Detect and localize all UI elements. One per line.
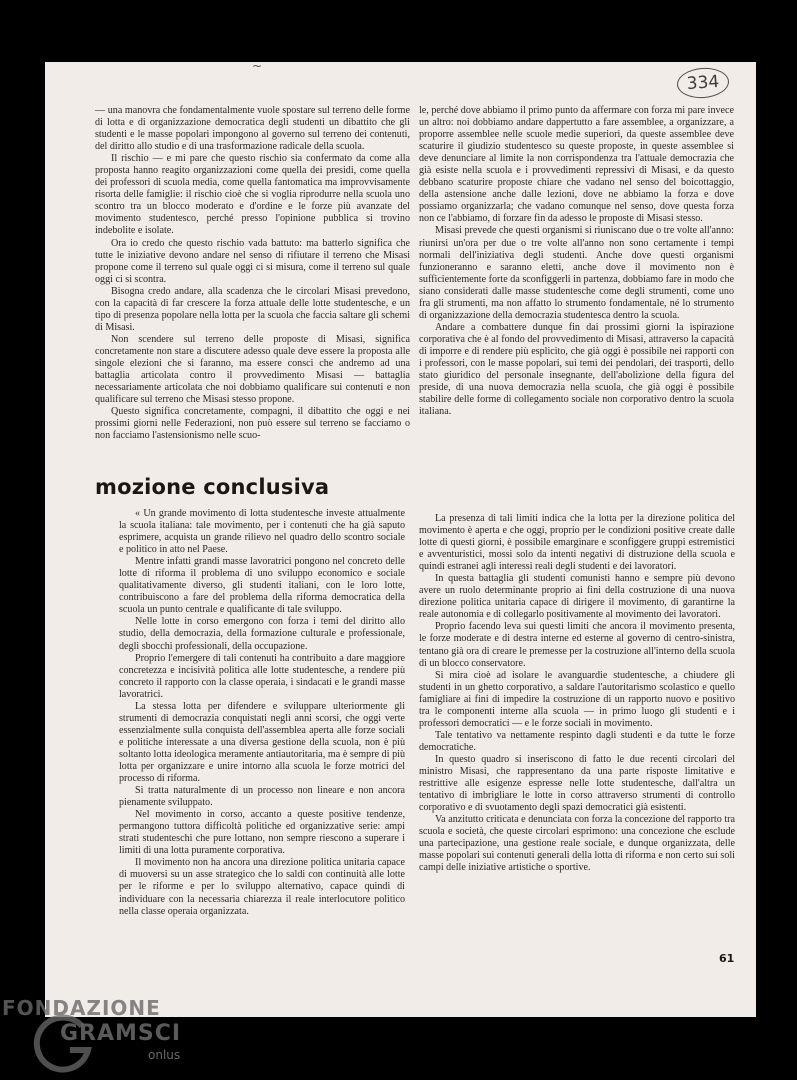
paragraph: La stessa lotta per difendere e sviluppare ulteriormente gli strumenti di democrazia conquistati negli anni scorsi, che oggi verte essenzialmente sulla conquista dell'assemblea aperta alle forze sociali e politiche interessate a una diversa gestione della scuola, non è più soltanto lotta ideologica meramente antiautoritaria, ma è sempre di più lotta per organizzare e unire intorno alla scuola le forze motrici del processo di riforma. [119,700,405,785]
paragraph: Proprio facendo leva sui questi limiti che ancora il movimento presenta, le forze moderate e di destra interne ed esterne al governo di centro-sinistra, tentano già ora di creare le premesse per la costruzione all'interno della scuola di un blocco conservatore. [419,621,735,669]
paragraph: Non scendere sul terreno delle proposte di Misasi, significa concretamente non stare a discutere adesso quale deve essere la proposta alle singole elezioni che si faranno, ma essere consci che andremo ad una battaglia articolata contro il provvedimento Misasi — battaglia necessariamente articolata che noi dobbiamo qualificare sui contenuti e non qualificare sul terreno che Misasi stesso propone. [95,333,410,406]
paragraph: Tale tentativo va nettamente respinto dagli studenti e da tutte le forze democratiche. [419,729,735,753]
section-heading: mozione conclusiva [95,475,330,499]
paragraph: Va anzitutto criticata e denunciata con forza la concezione del rapporto tra scuola e società, che queste circolari esprimono: una concezione che esclude una partecipazione, una gestione reale sociale, e dunque organizzata, delle masse popolari sui contenuti generali della lotta di riforma e non certo sui soli campi delle iniziative artistiche o sportive. [419,814,735,874]
paragraph: Si tratta naturalmente di un processo non lineare e non ancora pienamente sviluppato. [119,785,405,809]
paragraph: Nel movimento in corso, accanto a queste positive tendenze, permangono tuttora difficoltà politiche ed organizzative serie: ampi strati studenteschi che pure lottano, non sempre riescono a superare i limiti di una lotta puramente corporativa. [119,809,405,857]
paragraph: Ora io credo che questo rischio vada battuto: ma batterlo significa che tutte le iniziative devono andare nel senso di rifiutare il terreno che Misasi propone come il terreno sul quale oggi ci si misura, come il terreno sul quale oggi ci si scontra. [95,237,410,285]
paragraph: La presenza di tali limiti indica che la lotta per la direzione politica del movimento è aperta e che oggi, proprio per le condizioni positive create dalle lotte di questi giorni, è possibile emarginare e sconfiggere gruppi estremistici e avventuristici, mossi solo da intenti negativi di distruzione della scuola e quindi estranei agli interessi reali degli studenti e dei lavoratori. [419,513,735,573]
archive-number-stamp: 334 [676,66,730,100]
document-page [45,59,756,1017]
column-top-left [95,105,410,442]
paragraph: Questo significa concretamente, compagni, il dibattito che oggi e nei prossimi giorni nelle Federazioni, non può essere sul terreno se facciamo o non facciamo l'astensionismo nelle scuo- [95,406,410,442]
paragraph: Si mira cioè ad isolare le avanguardie studentesche, a chiudere gli studenti in un ghetto corporativo, a saldare l'autoritarismo scolastico e quello famigliare ai fini di impedire la costruzione di un rapporto nuovo e positivo tra le componenti interne alla scuola — in primo luogo gli studenti e i professori democratici — e le forze sociali in movimento. [419,669,735,729]
paragraph: Il rischio — e mi pare che questo rischio sia confermato da come alla proposta hanno reagito organizzazioni come quella dei presidi, come quella dei professori di scuola media, come quella fantomatica ma improvvisamente risorta delle famiglie: il rischio cioè che si voglia riprodurre nella scuola uno scontro tra un blocco moderato e d'ordine e le forze più avanzate del movimento studentesco, perché presso l'opinione pubblica si trovino indebolite e isolate. [95,153,410,237]
column-top-right [419,105,734,418]
watermark-line3: onlus [148,1048,181,1062]
paragraph: In questa battaglia gli studenti comunisti hanno e sempre più devono avere un ruolo determinante proprio ai fini della costruzione di una nuova direzione politica unitaria capace di dirigere il movimento, di garantirne la reale autonomia e di collegarlo positivamente al movimento dei lavoratori. [419,573,735,621]
page-number: 61 [719,952,735,965]
pen-mark: ~ [252,59,263,73]
watermark-line2: GRAMSCI [60,1021,182,1046]
column-bottom-right [419,513,735,874]
column-bottom-left [119,508,405,918]
paragraph: Andare a combattere dunque fin dai prossimi giorni la ispirazione corporativa che è al fondo del provvedimento di Misasi, attraverso la capacità di imporre e di rendere più esplicito, che già oggi è possibile nei rapporti con i professori, con le masse popolari, sui temi dei pendolari, dei trasporti, dello stato giuridico del personale insegnante, dell'abolizione della figura del preside, di una nuova democrazia nella scuola, che già oggi è possibile stabilire delle forme di collegamento sociale non corporativo dentro la scuola italiana. [419,321,734,418]
paragraph: In questo quadro si inseriscono di fatto le due recenti circolari del ministro Misasi, che rappresentano da una parte risposte limitative e restrittive alle esigenze espresse nelle lotte studentesche, dall'altra un tentativo di imbrigliare le lotte in corso attraverso strumenti di controllo corporativo e di svuotamento degli spazi democratici già esistenti. [419,753,735,814]
paragraph: Bisogna credo andare, alla scadenza che le circolari Misasi prevedono, con la capacità di far crescere la forza attuale delle lotte studentesche, e un tipo di presenza popolare nella lotta per la scuola che faccia saltare gli schemi di Misasi. [95,285,410,333]
paragraph: Nelle lotte in corso emergono con forza i temi del diritto allo studio, della democrazia, della formazione culturale e professionale, degli sbocchi professionali, della occupazione. [119,616,405,652]
watermark-line1: FONDAZIONE [2,996,161,1020]
paragraph: « Un grande movimento di lotta studentesche investe attualmente la scuola italiana: tale movimento, per i contenuti che ha già saputo esprimere, acquista un grande rilievo nel quadro dello scontro sociale e politico in atto nel Paese. [119,508,405,556]
paragraph: Il movimento non ha ancora una direzione politica unitaria capace di muoversi su un asse strategico che lo saldi con continuità alle lotte per le riforme e per lo sviluppo alternativo, capace quindi di individuare con la necessaria chiarezza il reale interlocutore politico nella classe operaia organizzata. [119,857,405,917]
paragraph: le, perché dove abbiamo il primo punto da affermare con forza mi pare invece un altro: noi dobbiamo andare dappertutto a fare assemblee, a organizzare, a proporre assemblee nelle scuole medie superiori, da queste assemblee deve scaturire il giudizio studentesco su queste proposte, in queste assemblee si deve denunciare al limite la non corrispondenza tra l'attuale democrazia che già esiste nella scuola e i provvedimenti repressivi di Misasi, e da questo debbano scaturire proposte chiare che vadano nel senso del boicottaggio, della astensione anche dalle lezioni, dove ne abbiamo la forza e dove possiamo organizzarla; che vadano comunque nel senso, dove questa forza non ce l'abbiamo, di forzare fin da adesso le proposte di Misasi stesso. [419,105,734,225]
paragraph: Misasi prevede che questi organismi si riuniscano due o tre volte all'anno: riunirsi un'ora per due o tre volte all'anno non sono certamente i tempi normali dell'iniziativa degli studenti. Anche dove questi organismi funzioneranno e saranno eletti, anche dove il movimento non è sufficientemente forte da sconfiggerli in partenza, dobbiamo fare in modo che siano considerati dalle masse studentesche come degli strumenti, come uno fra gli strumenti, ma non affatto lo strumento fondamentale, né lo strumento di organizzazione della democrazia studentesca dentro la scuola. [419,225,734,321]
paragraph: Mentre infatti grandi masse lavoratrici pongono nel concreto delle lotte di riforma il problema di uno sviluppo economico e sociale qualitativamente diverso, gli studenti italiani, con le loro lotte, contribuiscono a fare del problema della riforma democratica della scuola un punto centrale e qualificante di tale sviluppo. [119,556,405,616]
paragraph: — una manovra che fondamentalmente vuole spostare sul terreno delle forme di lotta e di organizzazione democratica degli studenti un dibattito che gli studenti e le masse popolari impongono al governo sul terreno dei contenuti, del diritto allo studio e di una trasformazione radicale della scuola. [95,105,410,153]
paragraph: Proprio l'emergere di tali contenuti ha contribuito a dare maggiore concretezza e incisività politica alle lotte studentesche, a rendere più concreto il rapporto con la classe operaia, i sindacati e le grandi masse lavoratrici. [119,652,405,700]
